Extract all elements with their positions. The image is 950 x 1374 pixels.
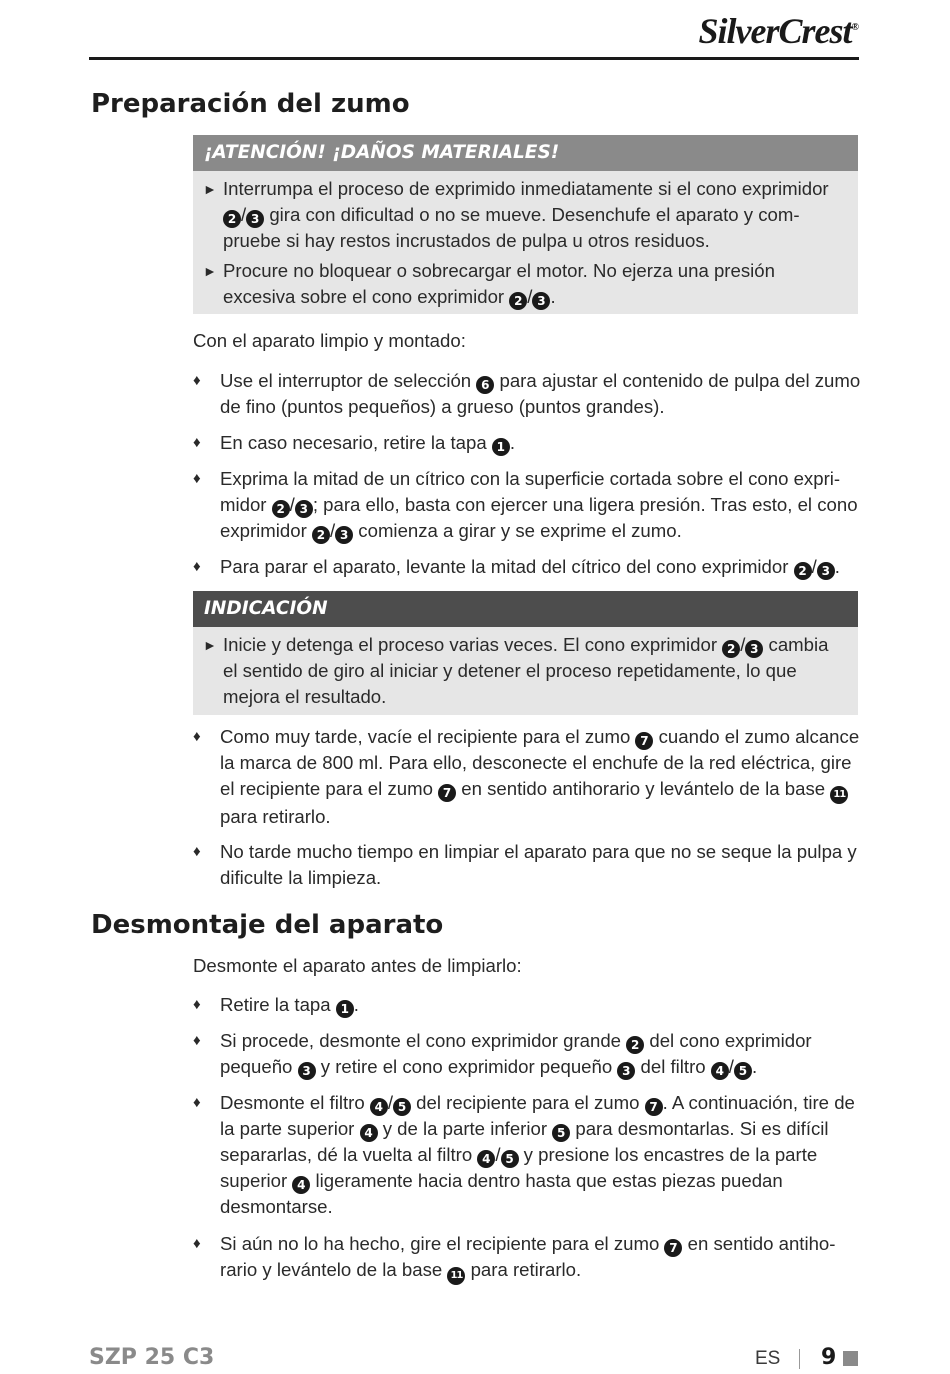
note-box (193, 591, 858, 715)
list-item-text: Retire la tapa 1 . (220, 994, 359, 1016)
square-marker-icon (843, 1351, 858, 1366)
part-number-badge: 3 (298, 1062, 316, 1080)
list-item-text: Exprima la mitad de un cítrico con la superficie cortada sobre el cono expri-midor 2 / 3 ; para ello, basta con ejercer una ligera presión. Tras esto, el cono exprimidor 2 / 3 comienza a girar y se exprime el zumo. (220, 468, 858, 542)
part-number-badge: 5 (552, 1124, 570, 1142)
part-number-badge: 11 (830, 786, 848, 804)
footer-divider (799, 1349, 800, 1369)
page-number: 9 (821, 1345, 837, 1370)
part-number-badge: 5 (393, 1098, 411, 1116)
list-item (193, 1231, 861, 1285)
part-number-badge: 3 (817, 562, 835, 580)
part-number-badge: 7 (635, 732, 653, 750)
diamond-bullet-icon: ♦ (193, 843, 201, 860)
part-number-badge: 3 (532, 292, 550, 310)
footer-model: SZP 25 C3 (89, 1345, 215, 1370)
warning-item (203, 258, 848, 310)
part-number-badge: 2 (223, 210, 241, 228)
part-number-badge: 2 (722, 640, 740, 658)
list-item (193, 839, 861, 891)
list-item (193, 368, 861, 420)
part-number-badge: 4 (477, 1150, 495, 1168)
list-item (193, 554, 865, 580)
part-number-badge: 4 (370, 1098, 388, 1116)
part-number-badge: 1 (492, 438, 510, 456)
list-item (193, 466, 861, 544)
diamond-bullet-icon: ♦ (193, 558, 201, 575)
part-number-badge: 5 (734, 1062, 752, 1080)
part-number-badge: 3 (617, 1062, 635, 1080)
warning-item-text: Procure no bloquear o sobrecargar el motor. No ejerza una presión excesiva sobre el cono exprimidor 2 / 3 . (223, 260, 775, 308)
part-number-badge: 3 (295, 500, 313, 518)
diamond-bullet-icon: ♦ (193, 434, 201, 451)
list-item (193, 724, 861, 830)
diamond-bullet-icon: ♦ (193, 470, 201, 487)
part-number-badge: 6 (476, 376, 494, 394)
list-item (193, 1028, 861, 1080)
header-rule (89, 57, 859, 60)
note-item (203, 632, 848, 710)
section-title-preparacion: Preparación del zumo (91, 89, 410, 119)
arrow-right-icon: ► (203, 263, 217, 279)
part-number-badge: 4 (711, 1062, 729, 1080)
diamond-bullet-icon: ♦ (193, 728, 201, 745)
part-number-badge: 7 (664, 1239, 682, 1257)
note-title: INDICACIÓN (193, 591, 858, 627)
diamond-bullet-icon: ♦ (193, 1094, 201, 1111)
warning-item (203, 176, 848, 254)
intro-paragraph: Con el aparato limpio y montado: (193, 330, 466, 351)
list-item-text: En caso necesario, retire la tapa 1 . (220, 432, 515, 454)
list-item-text: Use el interruptor de selección 6 para ajustar el contenido de pulpa del zumo de fino (puntos pequeños) a grueso (puntos grandes). (220, 370, 861, 417)
list-item-text: Si aún no lo ha hecho, gire el recipiente para el zumo 7 en sentido antiho-rario y levántelo de la base 11 para retirarlo. (220, 1233, 835, 1280)
brand-logo (699, 10, 859, 52)
part-number-badge: 1 (336, 1000, 354, 1018)
part-number-badge: 2 (272, 500, 290, 518)
list-item (193, 992, 861, 1018)
list-item (193, 430, 861, 456)
part-number-badge: 2 (509, 292, 527, 310)
part-number-badge: 3 (246, 210, 264, 228)
part-number-badge: 7 (645, 1098, 663, 1116)
warning-box (193, 135, 858, 314)
part-number-badge: 5 (501, 1150, 519, 1168)
intro-paragraph: Desmonte el aparato antes de limpiarlo: (193, 955, 522, 976)
list-item-text: Para parar el aparato, levante la mitad del cítrico del cono exprimidor 2 / 3 . (220, 556, 840, 578)
diamond-bullet-icon: ♦ (193, 1032, 201, 1049)
part-number-badge: 4 (292, 1176, 310, 1194)
list-item-text: Desmonte el filtro 4 / 5 del recipiente para el zumo 7 . A continuación, tire de la parte superior 4 y de la parte inferior 5 para desmontarlas. Si es difícil separarlas, dé la vuelta al filtro 4 / 5 y presione los encastres de la parte superior 4 ligeramente hacia dentro hasta que estas piezas puedan desmontarse. (220, 1092, 855, 1217)
part-number-badge: 11 (447, 1267, 465, 1285)
note-item-text: Inicie y detenga el proceso varias veces. El cono exprimidor 2 / 3 cambia el sentido de giro al iniciar y detener el proceso repetidamente, lo que mejora el resultado. (223, 634, 829, 707)
brand-mark: ® (851, 22, 858, 33)
list-item (193, 1090, 861, 1220)
warning-title: ¡ATENCIÓN! ¡DAÑOS MATERIALES! (193, 135, 858, 171)
arrow-right-icon: ► (203, 637, 217, 653)
part-number-badge: 2 (794, 562, 812, 580)
brand-name: SilverCrest (698, 11, 852, 51)
diamond-bullet-icon: ♦ (193, 996, 201, 1013)
part-number-badge: 2 (312, 526, 330, 544)
list-item-text: Si procede, desmonte el cono exprimidor grande 2 del cono exprimidor pequeño 3 y retire el cono exprimidor pequeño 3 del filtro 4 / 5 . (220, 1030, 812, 1078)
diamond-bullet-icon: ♦ (193, 1235, 201, 1252)
diamond-bullet-icon: ♦ (193, 372, 201, 389)
warning-item-text: Interrumpa el proceso de exprimido inmediatamente si el cono exprimidor 2 / 3 gira con dificultad o no se mueve. Desenchufe el aparato y com-pruebe si hay restos incrustados de pulpa u otros residuos. (223, 178, 829, 251)
part-number-badge: 4 (360, 1124, 378, 1142)
arrow-right-icon: ► (203, 181, 217, 197)
part-number-badge: 3 (745, 640, 763, 658)
section-title-desmontaje: Desmontaje del aparato (91, 910, 444, 940)
part-number-badge: 2 (626, 1036, 644, 1054)
part-number-badge: 3 (335, 526, 353, 544)
list-item-text: Como muy tarde, vacíe el recipiente para el zumo 7 cuando el zumo alcance la marca de 800 ml. Para ello, desconecte el enchufe de la red eléctrica, gire el recipiente para el zumo 7 en sentido antihorario y levántelo de la base 11 para retirarlo. (220, 726, 860, 827)
footer-language: ES (755, 1348, 781, 1369)
list-item-text: No tarde mucho tiempo en limpiar el aparato para que no se seque la pulpa y dificulte la limpieza. (220, 841, 857, 888)
part-number-badge: 7 (438, 784, 456, 802)
